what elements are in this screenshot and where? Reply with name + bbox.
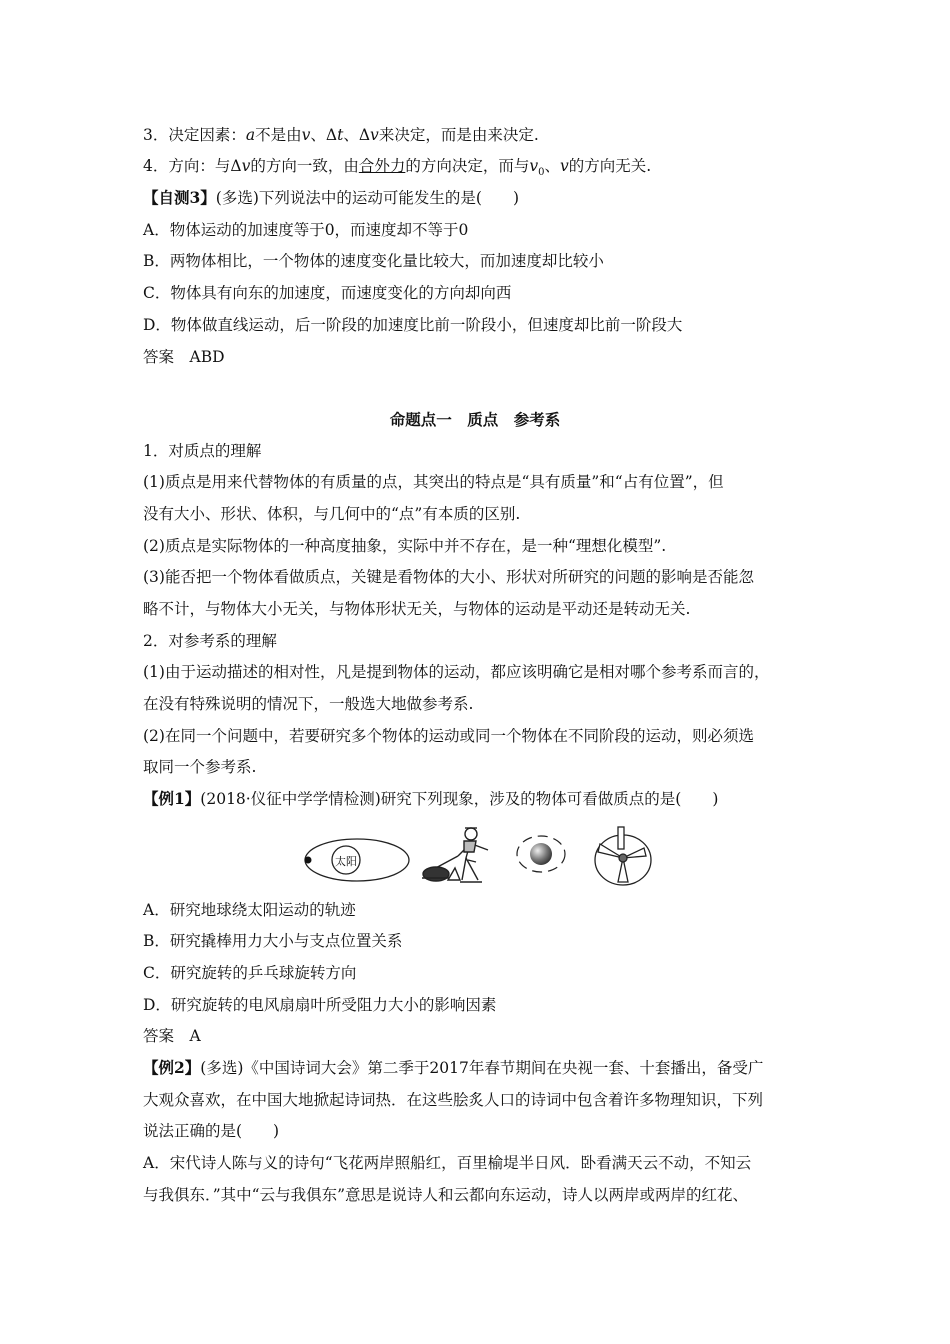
line-f2-cont: 取同一个参考系. <box>143 758 257 776</box>
fan-figure <box>595 827 651 885</box>
option-b: B．两物体相比，一个物体的速度变化量比较大，而加速度却比较小 <box>143 252 604 270</box>
line-p3: (3)能否把一个物体看做质点，关键是看物体的大小、形状对所研究的问题的影响是否能忽 <box>143 568 754 586</box>
pingpong-figure <box>517 836 565 872</box>
ex2-line-2: 大观众喜欢，在中国大地掀起诗词热．在这些脍炙人口的诗词中包含着许多物理知识，下列 <box>143 1091 764 1109</box>
ex1-option-d: D．研究旋转的电风扇扇叶所受阻力大小的影响因素 <box>143 996 497 1014</box>
ex1-option-c: C．研究旋转的乒乓球旋转方向 <box>143 964 357 982</box>
example-label: 【例2】 <box>143 1058 201 1077</box>
line-decision-factor: 3．决定因素：a不是由v、Δt、Δv来决定，而是由来决定. <box>143 126 539 144</box>
ex1-option-a: A．研究地球绕太阳运动的轨迹 <box>143 901 356 919</box>
earth-dot <box>305 857 312 864</box>
line-particle-title: 1．对质点的理解 <box>143 442 262 460</box>
ball <box>530 843 552 865</box>
line-frame-title: 2．对参考系的理解 <box>143 632 277 650</box>
self-test-label: 【自测3】 <box>143 188 216 207</box>
line-p1: (1)质点是用来代替物体的有质量的点，其突出的特点是“具有质量”和“占有位置”，但 <box>143 473 724 491</box>
line-p1-cont: 没有大小、形状、体积，与几何中的“点”有本质的区别. <box>143 505 521 523</box>
ex1-option-b: B．研究撬棒用力大小与支点位置关系 <box>143 932 403 950</box>
example-1-question: 【例1】(2018·仪征中学学情检测)研究下列现象，涉及的物体可看做质点的是( ) <box>143 789 719 808</box>
line-f2: (2)在同一个问题中，若要研究多个物体的运动或同一个物体在不同阶段的运动，则必须选 <box>143 727 754 745</box>
section-heading: 命题点一 质点 参考系 <box>389 410 561 429</box>
sun-label: 太阳 <box>335 855 357 868</box>
line-p2: (2)质点是实际物体的一种高度抽象，实际中并不存在，是一种“理想化模型”. <box>143 537 667 555</box>
example-1-figures <box>300 822 660 892</box>
crowbar-figure <box>422 828 488 882</box>
answer-2: 答案 A <box>143 1027 201 1045</box>
line-f1: (1)由于运动描述的相对性，凡是提到物体的运动，都应该明确它是相对哪个参考系而言的， <box>143 663 770 681</box>
option-c: C．物体具有向东的加速度，而速度变化的方向却向西 <box>143 284 512 302</box>
line-p3-cont: 略不计，与物体大小无关，与物体形状无关，与物体的运动是平动还是转动无关. <box>143 600 691 618</box>
example-label: 【例1】 <box>143 789 201 808</box>
figure-strip <box>300 822 660 892</box>
option-a: A．物体运动的加速度等于0，而速度却不等于0 <box>143 221 469 239</box>
option-d: D．物体做直线运动，后一阶段的加速度比前一阶段小，但速度却比前一阶段大 <box>143 316 683 334</box>
ex2-line-3: 说法正确的是( ) <box>143 1122 280 1140</box>
underlined-term: 合外力 <box>358 157 406 175</box>
example-2-question: 【例2】(多选)《中国诗词大会》第二季于2017年春节期间在央视一套、十套播出，备受广 <box>143 1058 764 1077</box>
ex2-option-a-cont: 与我俱东．”其中“云与我俱东”意思是说诗人和云都向东运动，诗人以两岸或两岸的红花、 <box>143 1186 749 1204</box>
line-f1-cont: 在没有特殊说明的情况下，一般选大地做参考系. <box>143 695 474 713</box>
earth-orbit-figure <box>305 839 410 881</box>
answer-1: 答案 ABD <box>143 348 225 366</box>
self-test-3-question: 【自测3】(多选)下列说法中的运动可能发生的是( ) <box>143 188 519 207</box>
ex2-option-a: A．宋代诗人陈与义的诗句“飞花两岸照船红，百里榆堤半日风．卧看满天云不动，不知云 <box>143 1154 752 1172</box>
line-direction: 4．方向：与Δv的方向一致，由合外力的方向决定，而与$v_0$、v的方向无关. <box>143 157 652 179</box>
